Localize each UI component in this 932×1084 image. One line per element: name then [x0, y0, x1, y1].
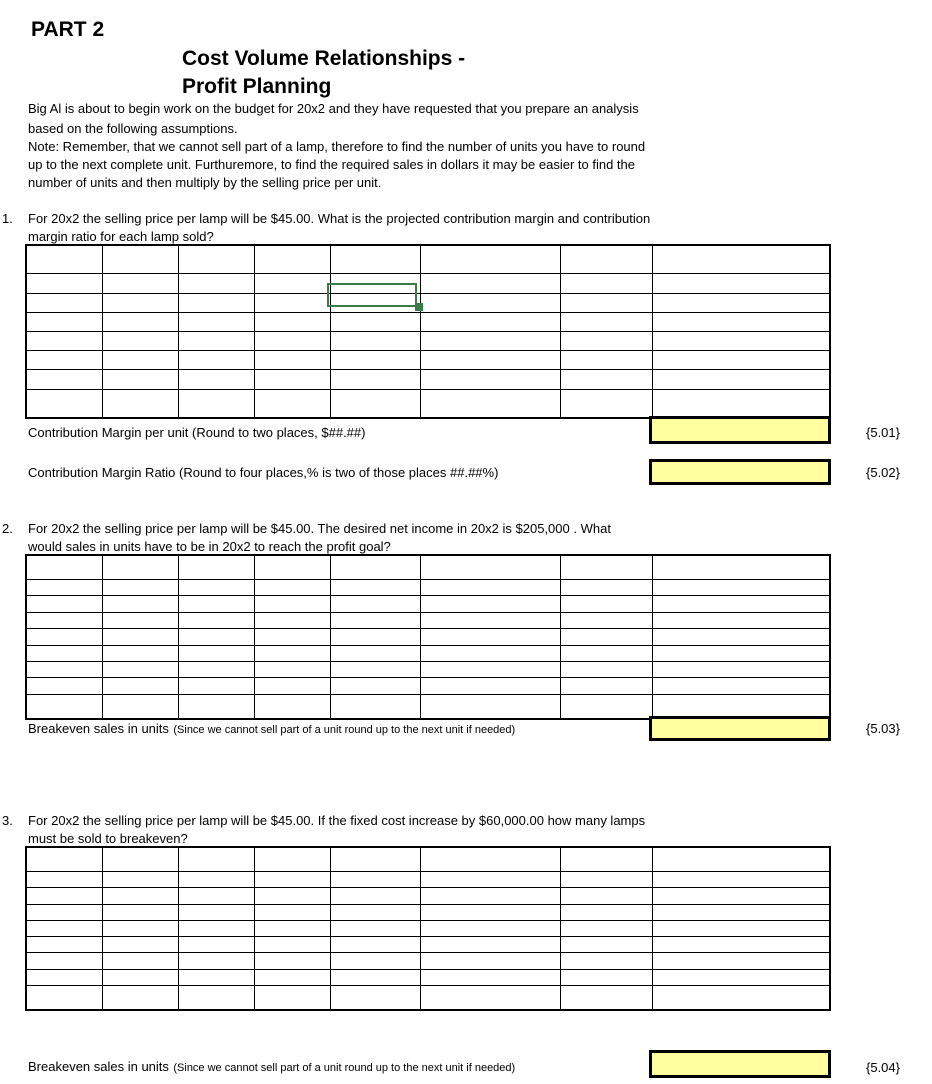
cell[interactable] [330, 629, 420, 645]
worksheet-grid-q2[interactable] [25, 554, 831, 720]
question-text: would sales in units have to be in 20x2 to reach the profit goal? [28, 539, 391, 554]
intro-line: number of units and then multiply by the selling price per unit. [28, 175, 382, 190]
cell[interactable] [330, 847, 420, 871]
question-text: For 20x2 the selling price per lamp will be $45.00. What is the projected contribution margin and contribution [28, 211, 651, 226]
cell[interactable] [420, 662, 560, 678]
cell[interactable] [26, 986, 102, 1010]
answer-cell-5-01[interactable] [649, 416, 831, 444]
cell[interactable] [420, 920, 560, 936]
cell[interactable] [178, 871, 254, 887]
cell[interactable] [102, 847, 178, 871]
cell[interactable] [330, 986, 420, 1010]
cell[interactable] [560, 645, 652, 661]
cell[interactable] [178, 937, 254, 953]
cell[interactable] [178, 555, 254, 580]
answer-code: {5.02} [866, 465, 900, 480]
cell[interactable] [652, 612, 830, 628]
cell[interactable] [254, 645, 330, 661]
cell[interactable] [178, 370, 254, 389]
cell[interactable] [652, 596, 830, 612]
cell[interactable] [420, 629, 560, 645]
cell[interactable] [652, 645, 830, 661]
cell[interactable] [560, 245, 652, 274]
cell[interactable] [560, 596, 652, 612]
answer-cell-5-03[interactable] [649, 716, 831, 741]
cell[interactable] [652, 847, 830, 871]
answer-label: Breakeven sales in units [28, 721, 169, 736]
cell[interactable] [420, 312, 560, 331]
cell[interactable] [420, 580, 560, 596]
cell[interactable] [420, 953, 560, 969]
cell[interactable] [420, 871, 560, 887]
cell[interactable] [26, 612, 102, 628]
cell[interactable] [420, 612, 560, 628]
cell[interactable] [254, 370, 330, 389]
cell[interactable] [330, 580, 420, 596]
question-text: For 20x2 the selling price per lamp will be $45.00. If the fixed cost increase by $60,000.00 how many lamps [28, 813, 646, 828]
cell[interactable] [26, 331, 102, 350]
cell[interactable] [178, 580, 254, 596]
cell[interactable] [254, 937, 330, 953]
cell[interactable] [26, 645, 102, 661]
cell[interactable] [652, 953, 830, 969]
cell[interactable] [26, 274, 102, 293]
cell[interactable] [102, 293, 178, 312]
answer-note: (Since we cannot sell part of a unit round up to the next unit if needed) [173, 1062, 516, 1074]
cell[interactable] [254, 920, 330, 936]
cell[interactable] [254, 555, 330, 580]
cell[interactable] [560, 274, 652, 293]
intro-line: Note: Remember, that we cannot sell part of a lamp, therefore to find the number of units you have to round [28, 139, 646, 154]
cell[interactable] [330, 331, 420, 350]
cell[interactable] [560, 847, 652, 871]
cell[interactable] [330, 645, 420, 661]
cell[interactable] [102, 370, 178, 389]
cell[interactable] [26, 293, 102, 312]
answer-label: Contribution Margin per unit (Round to two places, $##.##) [28, 425, 366, 440]
cell[interactable] [178, 612, 254, 628]
cell[interactable] [652, 629, 830, 645]
cell[interactable] [254, 888, 330, 904]
cell[interactable] [26, 678, 102, 694]
cell[interactable] [254, 904, 330, 920]
cell[interactable] [420, 645, 560, 661]
cell[interactable] [560, 293, 652, 312]
cell[interactable] [560, 312, 652, 331]
cell[interactable] [420, 888, 560, 904]
cell[interactable] [420, 245, 560, 274]
cell[interactable] [652, 389, 830, 418]
cell[interactable] [330, 555, 420, 580]
cell[interactable] [420, 293, 560, 312]
cell[interactable] [652, 293, 830, 312]
cell[interactable] [102, 920, 178, 936]
cell[interactable] [652, 920, 830, 936]
cell[interactable] [652, 312, 830, 331]
cell[interactable] [560, 694, 652, 719]
cell[interactable] [652, 937, 830, 953]
cell[interactable] [560, 937, 652, 953]
cell[interactable] [560, 920, 652, 936]
cell[interactable] [560, 629, 652, 645]
answer-label-row [28, 720, 515, 738]
intro-line: up to the next complete unit. Furthuremore, to find the required sales in dollars it may be easier to find the [28, 157, 635, 172]
page-title-line2: Profit Planning [182, 75, 332, 98]
cell[interactable] [254, 871, 330, 887]
cell[interactable] [102, 596, 178, 612]
cell[interactable] [102, 937, 178, 953]
cell[interactable] [178, 888, 254, 904]
cell[interactable] [102, 678, 178, 694]
cell[interactable] [178, 293, 254, 312]
answer-label: Contribution Margin Ratio (Round to four places,% is two of those places ##.##%) [28, 465, 499, 480]
cell[interactable] [652, 904, 830, 920]
cell[interactable] [560, 662, 652, 678]
question-number: 1. [2, 211, 13, 226]
cell[interactable] [254, 245, 330, 274]
cell[interactable] [102, 580, 178, 596]
cell[interactable] [420, 986, 560, 1010]
cell[interactable] [420, 904, 560, 920]
cell[interactable] [560, 370, 652, 389]
cell[interactable] [420, 370, 560, 389]
cell[interactable] [560, 580, 652, 596]
cell[interactable] [652, 662, 830, 678]
cell[interactable] [102, 331, 178, 350]
cell[interactable] [254, 274, 330, 293]
cell[interactable] [560, 986, 652, 1010]
cell[interactable] [330, 370, 420, 389]
intro-line: based on the following assumptions. [28, 121, 238, 136]
page-title-line1: Cost Volume Relationships - [182, 47, 466, 70]
cell[interactable] [560, 389, 652, 418]
cell[interactable] [330, 389, 420, 418]
question-number: 2. [2, 521, 13, 536]
cell[interactable] [178, 920, 254, 936]
answer-label-row [28, 1058, 515, 1076]
cell[interactable] [560, 953, 652, 969]
cell[interactable] [102, 953, 178, 969]
cell[interactable] [330, 612, 420, 628]
answer-cell-5-02[interactable] [649, 459, 831, 485]
cell[interactable] [330, 888, 420, 904]
cell[interactable] [102, 694, 178, 719]
cell[interactable] [254, 293, 330, 312]
cell[interactable] [178, 986, 254, 1010]
cell[interactable] [652, 351, 830, 370]
cell[interactable] [560, 871, 652, 887]
cell[interactable] [26, 389, 102, 418]
cell[interactable] [254, 969, 330, 985]
cell[interactable] [560, 678, 652, 694]
fill-handle[interactable] [415, 303, 423, 311]
selected-cell-outline[interactable] [327, 283, 417, 307]
cell[interactable] [178, 645, 254, 661]
cell[interactable] [330, 662, 420, 678]
cell[interactable] [330, 969, 420, 985]
cell[interactable] [254, 596, 330, 612]
cell[interactable] [26, 312, 102, 331]
cell[interactable] [26, 662, 102, 678]
cell[interactable] [26, 629, 102, 645]
cell[interactable] [26, 937, 102, 953]
cell[interactable] [178, 331, 254, 350]
cell[interactable] [102, 555, 178, 580]
cell[interactable] [178, 312, 254, 331]
cell[interactable] [26, 351, 102, 370]
cell[interactable] [26, 888, 102, 904]
cell[interactable] [254, 847, 330, 871]
cell[interactable] [254, 678, 330, 694]
cell[interactable] [102, 245, 178, 274]
cell[interactable] [420, 937, 560, 953]
cell[interactable] [254, 389, 330, 418]
cell[interactable] [420, 389, 560, 418]
cell[interactable] [26, 370, 102, 389]
cell[interactable] [26, 555, 102, 580]
cell[interactable] [560, 331, 652, 350]
cell[interactable] [26, 969, 102, 985]
worksheet-grid-q3[interactable] [25, 846, 831, 1011]
cell[interactable] [560, 612, 652, 628]
cell[interactable] [560, 969, 652, 985]
cell[interactable] [102, 612, 178, 628]
cell[interactable] [102, 312, 178, 331]
cell[interactable] [254, 953, 330, 969]
cell[interactable] [652, 678, 830, 694]
cell[interactable] [26, 871, 102, 887]
cell[interactable] [652, 331, 830, 350]
question-text: For 20x2 the selling price per lamp will be $45.00. The desired net income in 20x2 is $205,000 . What [28, 521, 611, 536]
cell[interactable] [254, 629, 330, 645]
cell[interactable] [102, 274, 178, 293]
part-heading: PART 2 [31, 18, 105, 41]
cell[interactable] [420, 847, 560, 871]
cell[interactable] [652, 370, 830, 389]
cell[interactable] [560, 555, 652, 580]
cell[interactable] [102, 986, 178, 1010]
cell[interactable] [26, 596, 102, 612]
cell[interactable] [102, 629, 178, 645]
cell[interactable] [26, 847, 102, 871]
cell[interactable] [652, 986, 830, 1010]
cell[interactable] [102, 969, 178, 985]
answer-note: (Since we cannot sell part of a unit round up to the next unit if needed) [173, 724, 516, 736]
question-text: margin ratio for each lamp sold? [28, 229, 214, 244]
cell[interactable] [102, 904, 178, 920]
cell[interactable] [178, 245, 254, 274]
cell[interactable] [420, 555, 560, 580]
cell[interactable] [102, 645, 178, 661]
cell[interactable] [420, 351, 560, 370]
cell[interactable] [102, 888, 178, 904]
cell[interactable] [330, 678, 420, 694]
cell[interactable] [420, 274, 560, 293]
cell[interactable] [26, 694, 102, 719]
answer-code: {5.04} [866, 1060, 900, 1075]
cell[interactable] [254, 312, 330, 331]
cell[interactable] [330, 351, 420, 370]
cell[interactable] [26, 245, 102, 274]
cell[interactable] [178, 694, 254, 719]
cell[interactable] [102, 871, 178, 887]
cell[interactable] [330, 871, 420, 887]
cell[interactable] [560, 904, 652, 920]
cell[interactable] [254, 351, 330, 370]
cell[interactable] [178, 678, 254, 694]
intro-line: Big Al is about to begin work on the budget for 20x2 and they have requested that you prepare an analysis [28, 101, 639, 116]
cell[interactable] [178, 662, 254, 678]
cell[interactable] [560, 351, 652, 370]
cell[interactable] [102, 389, 178, 418]
cell[interactable] [330, 920, 420, 936]
cell[interactable] [254, 612, 330, 628]
cell[interactable] [420, 694, 560, 719]
cell[interactable] [178, 847, 254, 871]
cell[interactable] [102, 662, 178, 678]
cell[interactable] [652, 888, 830, 904]
answer-cell-5-04[interactable] [649, 1050, 831, 1078]
cell[interactable] [652, 969, 830, 985]
cell[interactable] [26, 904, 102, 920]
cell[interactable] [652, 580, 830, 596]
cell[interactable] [330, 953, 420, 969]
cell[interactable] [420, 596, 560, 612]
cell[interactable] [26, 953, 102, 969]
cell[interactable] [254, 331, 330, 350]
cell[interactable] [652, 245, 830, 274]
cell[interactable] [330, 904, 420, 920]
cell[interactable] [178, 969, 254, 985]
cell[interactable] [178, 351, 254, 370]
cell[interactable] [178, 389, 254, 418]
cell[interactable] [178, 904, 254, 920]
answer-label: Breakeven sales in units [28, 1059, 169, 1074]
cell[interactable] [420, 969, 560, 985]
answer-code: {5.01} [866, 425, 900, 440]
cell[interactable] [330, 937, 420, 953]
cell[interactable] [26, 580, 102, 596]
worksheet-grid-q1[interactable] [25, 244, 831, 419]
question-text: must be sold to breakeven? [28, 831, 188, 846]
answer-code: {5.03} [866, 721, 900, 736]
cell[interactable] [420, 331, 560, 350]
cell[interactable] [178, 953, 254, 969]
cell[interactable] [330, 312, 420, 331]
cell[interactable] [330, 694, 420, 719]
cell[interactable] [652, 274, 830, 293]
cell[interactable] [652, 871, 830, 887]
cell[interactable] [330, 245, 420, 274]
cell[interactable] [560, 888, 652, 904]
cell[interactable] [254, 662, 330, 678]
question-number: 3. [2, 813, 13, 828]
cell[interactable] [420, 678, 560, 694]
cell[interactable] [178, 629, 254, 645]
cell[interactable] [178, 274, 254, 293]
cell[interactable] [102, 351, 178, 370]
cell[interactable] [254, 986, 330, 1010]
cell[interactable] [254, 694, 330, 719]
cell[interactable] [330, 596, 420, 612]
cell[interactable] [254, 580, 330, 596]
cell[interactable] [26, 920, 102, 936]
cell[interactable] [652, 555, 830, 580]
cell[interactable] [178, 596, 254, 612]
